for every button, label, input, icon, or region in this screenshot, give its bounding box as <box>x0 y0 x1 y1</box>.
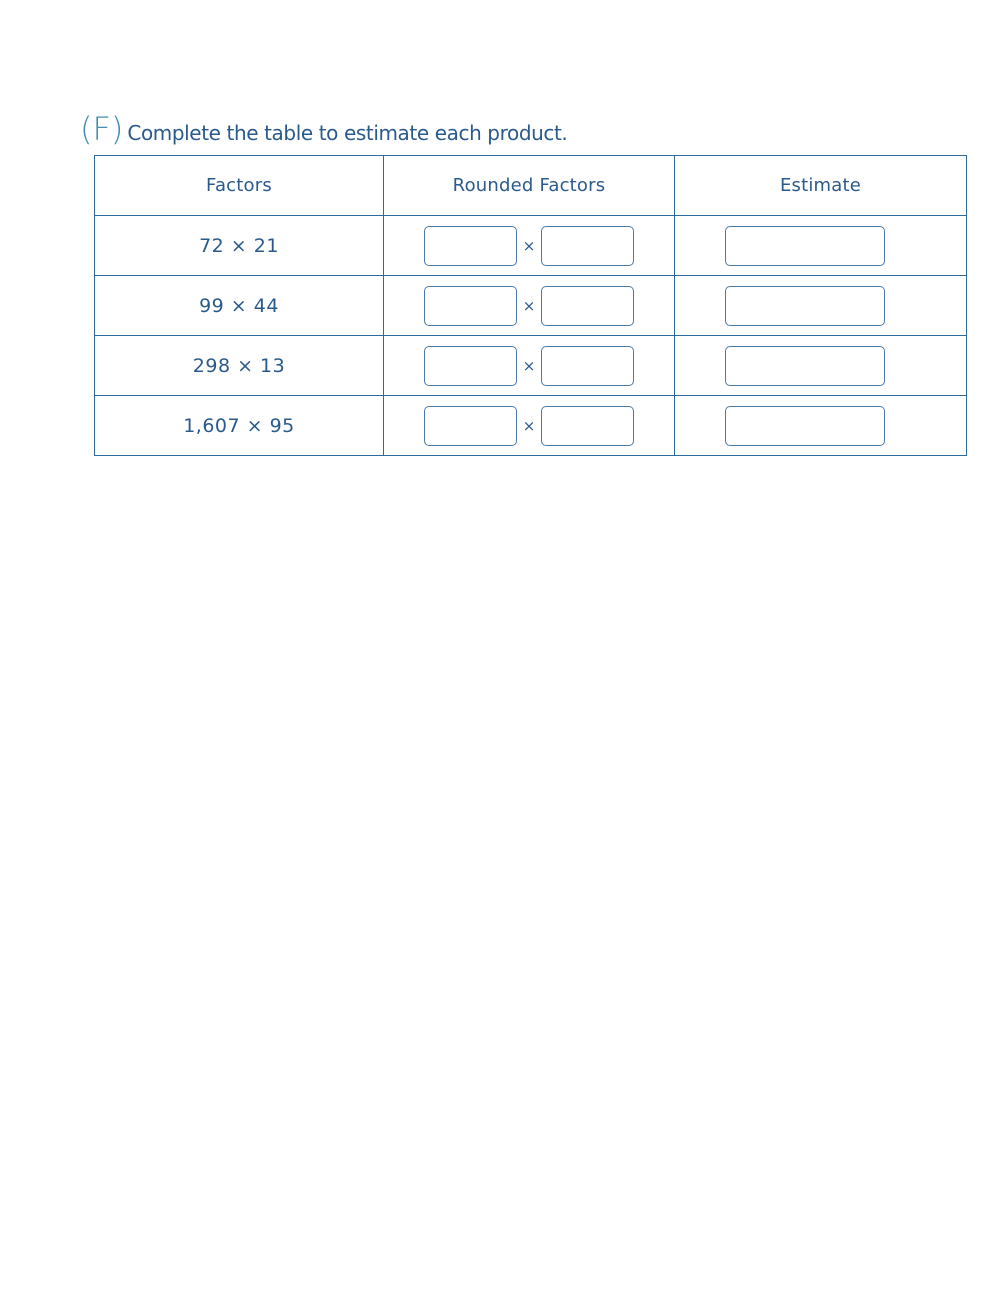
estimate-input[interactable] <box>725 406 885 446</box>
table-row <box>95 216 967 276</box>
rounded-factor-a-input[interactable] <box>424 286 517 326</box>
table-row <box>95 336 967 396</box>
estimate-input[interactable] <box>725 346 885 386</box>
estimate-cell <box>675 336 967 396</box>
rounded-factor-b-input[interactable] <box>541 346 634 386</box>
factors-cell: 1,607 × 95 <box>95 396 384 456</box>
factors-cell: 99 × 44 <box>95 276 384 336</box>
rounded-factors-cell <box>384 396 675 456</box>
table-row <box>95 276 967 336</box>
times-symbol: × <box>522 296 536 315</box>
rounded-factor-a-input[interactable] <box>424 346 517 386</box>
rounded-factor-b-input[interactable] <box>541 226 634 266</box>
table-row <box>95 396 967 456</box>
estimate-cell <box>675 216 967 276</box>
question-heading <box>80 110 567 148</box>
section-label: (F) <box>80 110 124 148</box>
table-header-row <box>95 156 967 216</box>
times-symbol: × <box>522 416 536 435</box>
rounded-factor-a-input[interactable] <box>424 406 517 446</box>
estimate-table <box>94 155 967 456</box>
rounded-factors-cell <box>384 276 675 336</box>
factors-cell: 298 × 13 <box>95 336 384 396</box>
rounded-factor-b-input[interactable] <box>541 406 634 446</box>
instruction-text: Complete the table to estimate each product. <box>127 121 568 145</box>
estimate-cell <box>675 276 967 336</box>
rounded-factors-cell <box>384 216 675 276</box>
header-factors: Factors <box>95 156 384 216</box>
header-rounded-factors: Rounded Factors <box>384 156 675 216</box>
header-estimate: Estimate <box>675 156 967 216</box>
rounded-factor-a-input[interactable] <box>424 226 517 266</box>
estimate-cell <box>675 396 967 456</box>
estimate-input[interactable] <box>725 226 885 266</box>
times-symbol: × <box>522 356 536 375</box>
estimate-input[interactable] <box>725 286 885 326</box>
rounded-factor-b-input[interactable] <box>541 286 634 326</box>
rounded-factors-cell <box>384 336 675 396</box>
factors-cell: 72 × 21 <box>95 216 384 276</box>
times-symbol: × <box>522 236 536 255</box>
